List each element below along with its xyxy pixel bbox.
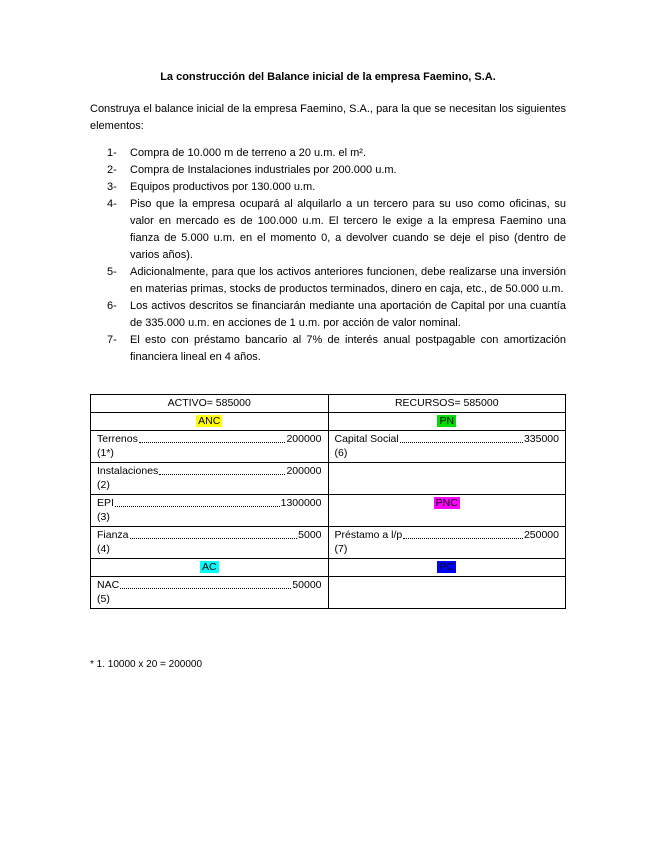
list-item — [107, 264, 566, 298]
dot-leader — [130, 538, 298, 539]
list-item — [107, 179, 566, 196]
numbered-list — [90, 145, 566, 366]
entry-ref: (5) — [97, 593, 110, 605]
fianza-cell — [91, 527, 329, 559]
activo-header-cell: ACTIVO= 585000 — [91, 395, 329, 413]
list-item — [107, 196, 566, 264]
section-tag-row — [91, 413, 566, 431]
list-item-number: 6- — [107, 300, 117, 312]
prestamo-cell — [328, 527, 566, 559]
entry-ref: (3) — [97, 511, 110, 523]
list-item-text: El esto con préstamo bancario al 7% de interés anual postpagable con amortización financiera lineal en 4 años. — [130, 334, 566, 363]
page-title: La construcción del Balance inicial de la empresa Faemino, S.A. — [160, 71, 496, 83]
dot-leader — [400, 442, 523, 443]
list-item-text: Compra de 10.000 m de terreno a 20 u.m. el m². — [130, 147, 367, 159]
nac-cell — [91, 577, 329, 609]
entry-value: 335000 — [523, 433, 559, 445]
entry-value: 200000 — [286, 433, 322, 445]
table-row — [91, 527, 566, 559]
table-row — [91, 495, 566, 527]
table-row — [91, 463, 566, 495]
empty-cell — [328, 463, 566, 495]
pc-tag-cell — [328, 559, 566, 577]
entry-label: Terrenos — [97, 433, 138, 445]
pc-tag: PC — [439, 561, 455, 573]
capital-social-cell — [328, 431, 566, 463]
instalaciones-cell — [91, 463, 329, 495]
entry-value: 250000 — [523, 529, 559, 541]
entry-ref: (1*) — [97, 447, 114, 459]
table-header-row — [91, 395, 566, 413]
list-item — [107, 162, 566, 179]
list-item-text: Los activos descritos se financiarán mediante una aportación de Capital por una cuantía de 335.000 u.m. en acciones de 1 u.m. por acción de valor nominal. — [130, 300, 566, 329]
pnc-tag-cell — [328, 495, 566, 527]
anc-tag: ANC — [198, 415, 221, 427]
dot-leader — [139, 442, 286, 443]
entry-value: 5000 — [298, 529, 322, 541]
entry-label: EPI — [97, 497, 114, 509]
pn-tag-cell — [328, 413, 566, 431]
dot-leader — [120, 588, 291, 589]
ac-tag: AC — [201, 561, 217, 573]
dot-leader — [159, 474, 285, 475]
list-item-number: 2- — [107, 164, 117, 176]
epi-cell — [91, 495, 329, 527]
list-item — [107, 145, 566, 162]
intro-paragraph: Construya el balance inicial de la empresa Faemino, S.A., para la que se necesitan los siguientes elementos: — [90, 103, 566, 132]
ac-tag-cell — [91, 559, 329, 577]
list-item-text: Piso que la empresa ocupará al alquilarlo a un tercero para su uso como oficinas, su valor en mercado es de 100.000 u.m. El tercero le exige a la empresa Faemino una fianza de 5.000 u.m. en el momento 0, a devolver cuando se deje el piso (dentro de varios años). — [130, 198, 566, 261]
anc-tag-cell — [91, 413, 329, 431]
list-item-text: Compra de Instalaciones industriales por 200.000 u.m. — [130, 164, 397, 176]
list-item-number: 3- — [107, 181, 117, 193]
dot-leader — [115, 506, 280, 507]
entry-value: 50000 — [292, 579, 322, 591]
terrenos-cell — [91, 431, 329, 463]
entry-label: Fianza — [97, 529, 129, 541]
pnc-tag: PNC — [435, 497, 458, 509]
entry-label: Capital Social — [334, 433, 399, 445]
recursos-header-cell: RECURSOS= 585000 — [328, 395, 566, 413]
balance-table — [90, 394, 566, 609]
entry-label: Préstamo a l/p — [334, 529, 403, 541]
table-row — [91, 431, 566, 463]
list-item-number: 5- — [107, 266, 117, 278]
empty-cell — [328, 577, 566, 609]
list-item-text: Adicionalmente, para que los activos anteriores funcionen, debe realizarse una inversión en materias primas, stocks de productos terminados, dinero en caja, etc., de 50.000 u.m. — [130, 266, 566, 295]
entry-label: Instalaciones — [97, 465, 159, 477]
entry-value: 1300000 — [280, 497, 322, 509]
entry-ref: (7) — [334, 543, 348, 555]
list-item-number: 7- — [107, 334, 117, 346]
list-item-text: Equipos productivos por 130.000 u.m. — [130, 181, 316, 193]
entry-value: 200000 — [286, 465, 322, 477]
entry-ref: (4) — [97, 543, 110, 555]
dot-leader — [403, 538, 523, 539]
entry-label: NAC — [97, 579, 120, 591]
footnote: * 1. 10000 x 20 = 200000 — [90, 659, 203, 670]
section-tag-row — [91, 559, 566, 577]
pn-tag: PN — [439, 415, 455, 427]
list-item-number: 1- — [107, 147, 117, 159]
table-row — [91, 577, 566, 609]
entry-ref: (2) — [97, 479, 110, 491]
entry-ref: (6) — [334, 447, 348, 459]
list-item-number: 4- — [107, 198, 117, 210]
list-item — [107, 332, 566, 366]
list-item — [107, 298, 566, 332]
